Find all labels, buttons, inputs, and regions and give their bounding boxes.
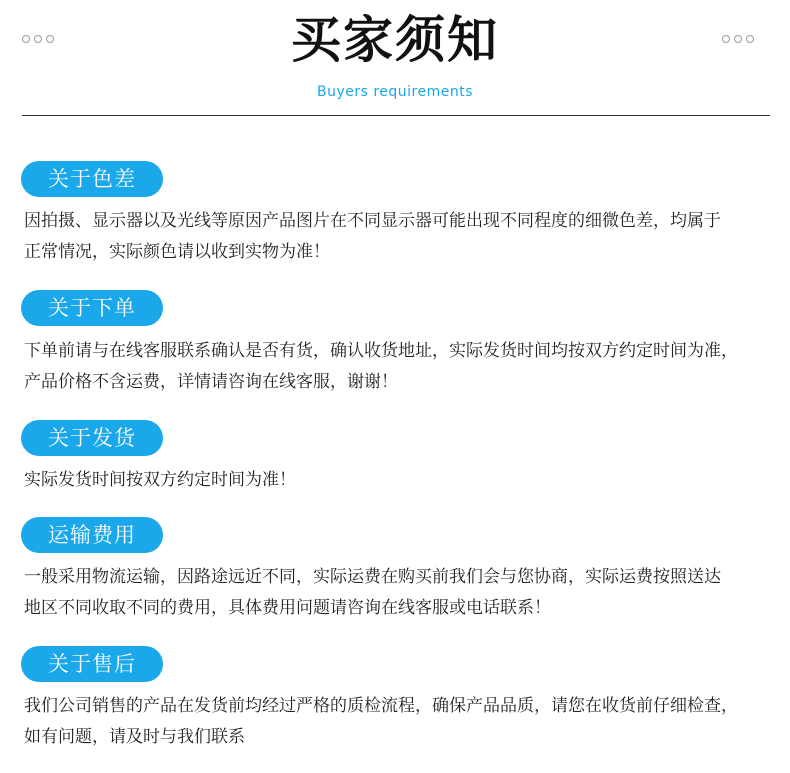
section-heading-ordering: 关于下单 [21,290,163,326]
section-line: 下单前请与在线客服联系确认是否有货，确认收货地址，实际发货时间均按双方约定时间为准， [24,341,738,361]
section-line: 正常情况，实际颜色请以收到实物为准！ [24,242,330,262]
section-body-shipping [24,465,772,496]
section-heading-shipping: 关于发货 [21,420,163,456]
page-subtitle: Buyers requirements [316,84,474,100]
header-divider [22,115,770,116]
section-heading-color-difference: 关于色差 [21,161,163,197]
section-line: 实际发货时间按双方约定时间为准！ [24,470,296,490]
section-heading-shipping-cost: 运输费用 [21,517,163,553]
section-body-color-difference [24,206,772,268]
section-line: 产品价格不含运费，详情请咨询在线客服，谢谢！ [24,372,398,392]
section-body-ordering [24,336,772,398]
section-line: 因拍摄、显示器以及光线等原因产品图片在不同显示器可能出现不同程度的细微色差，均属于 [24,211,721,231]
section-line: 地区不同收取不同的费用，具体费用问题请咨询在线客服或电话联系！ [24,598,551,618]
section-body-after-sales [24,691,772,753]
section-heading-after-sales: 关于售后 [21,646,163,682]
section-body-shipping-cost [24,562,772,624]
section-line: 如有问题，请及时与我们联系 [24,727,245,747]
section-line: 我们公司销售的产品在发货前均经过严格的质检流程，确保产品品质，请您在收货前仔细检查， [24,696,738,716]
page-title: 买家须知 [291,11,499,69]
section-line: 一般采用物流运输，因路途远近不同，实际运费在购买前我们会与您协商，实际运费按照送达 [24,567,721,587]
